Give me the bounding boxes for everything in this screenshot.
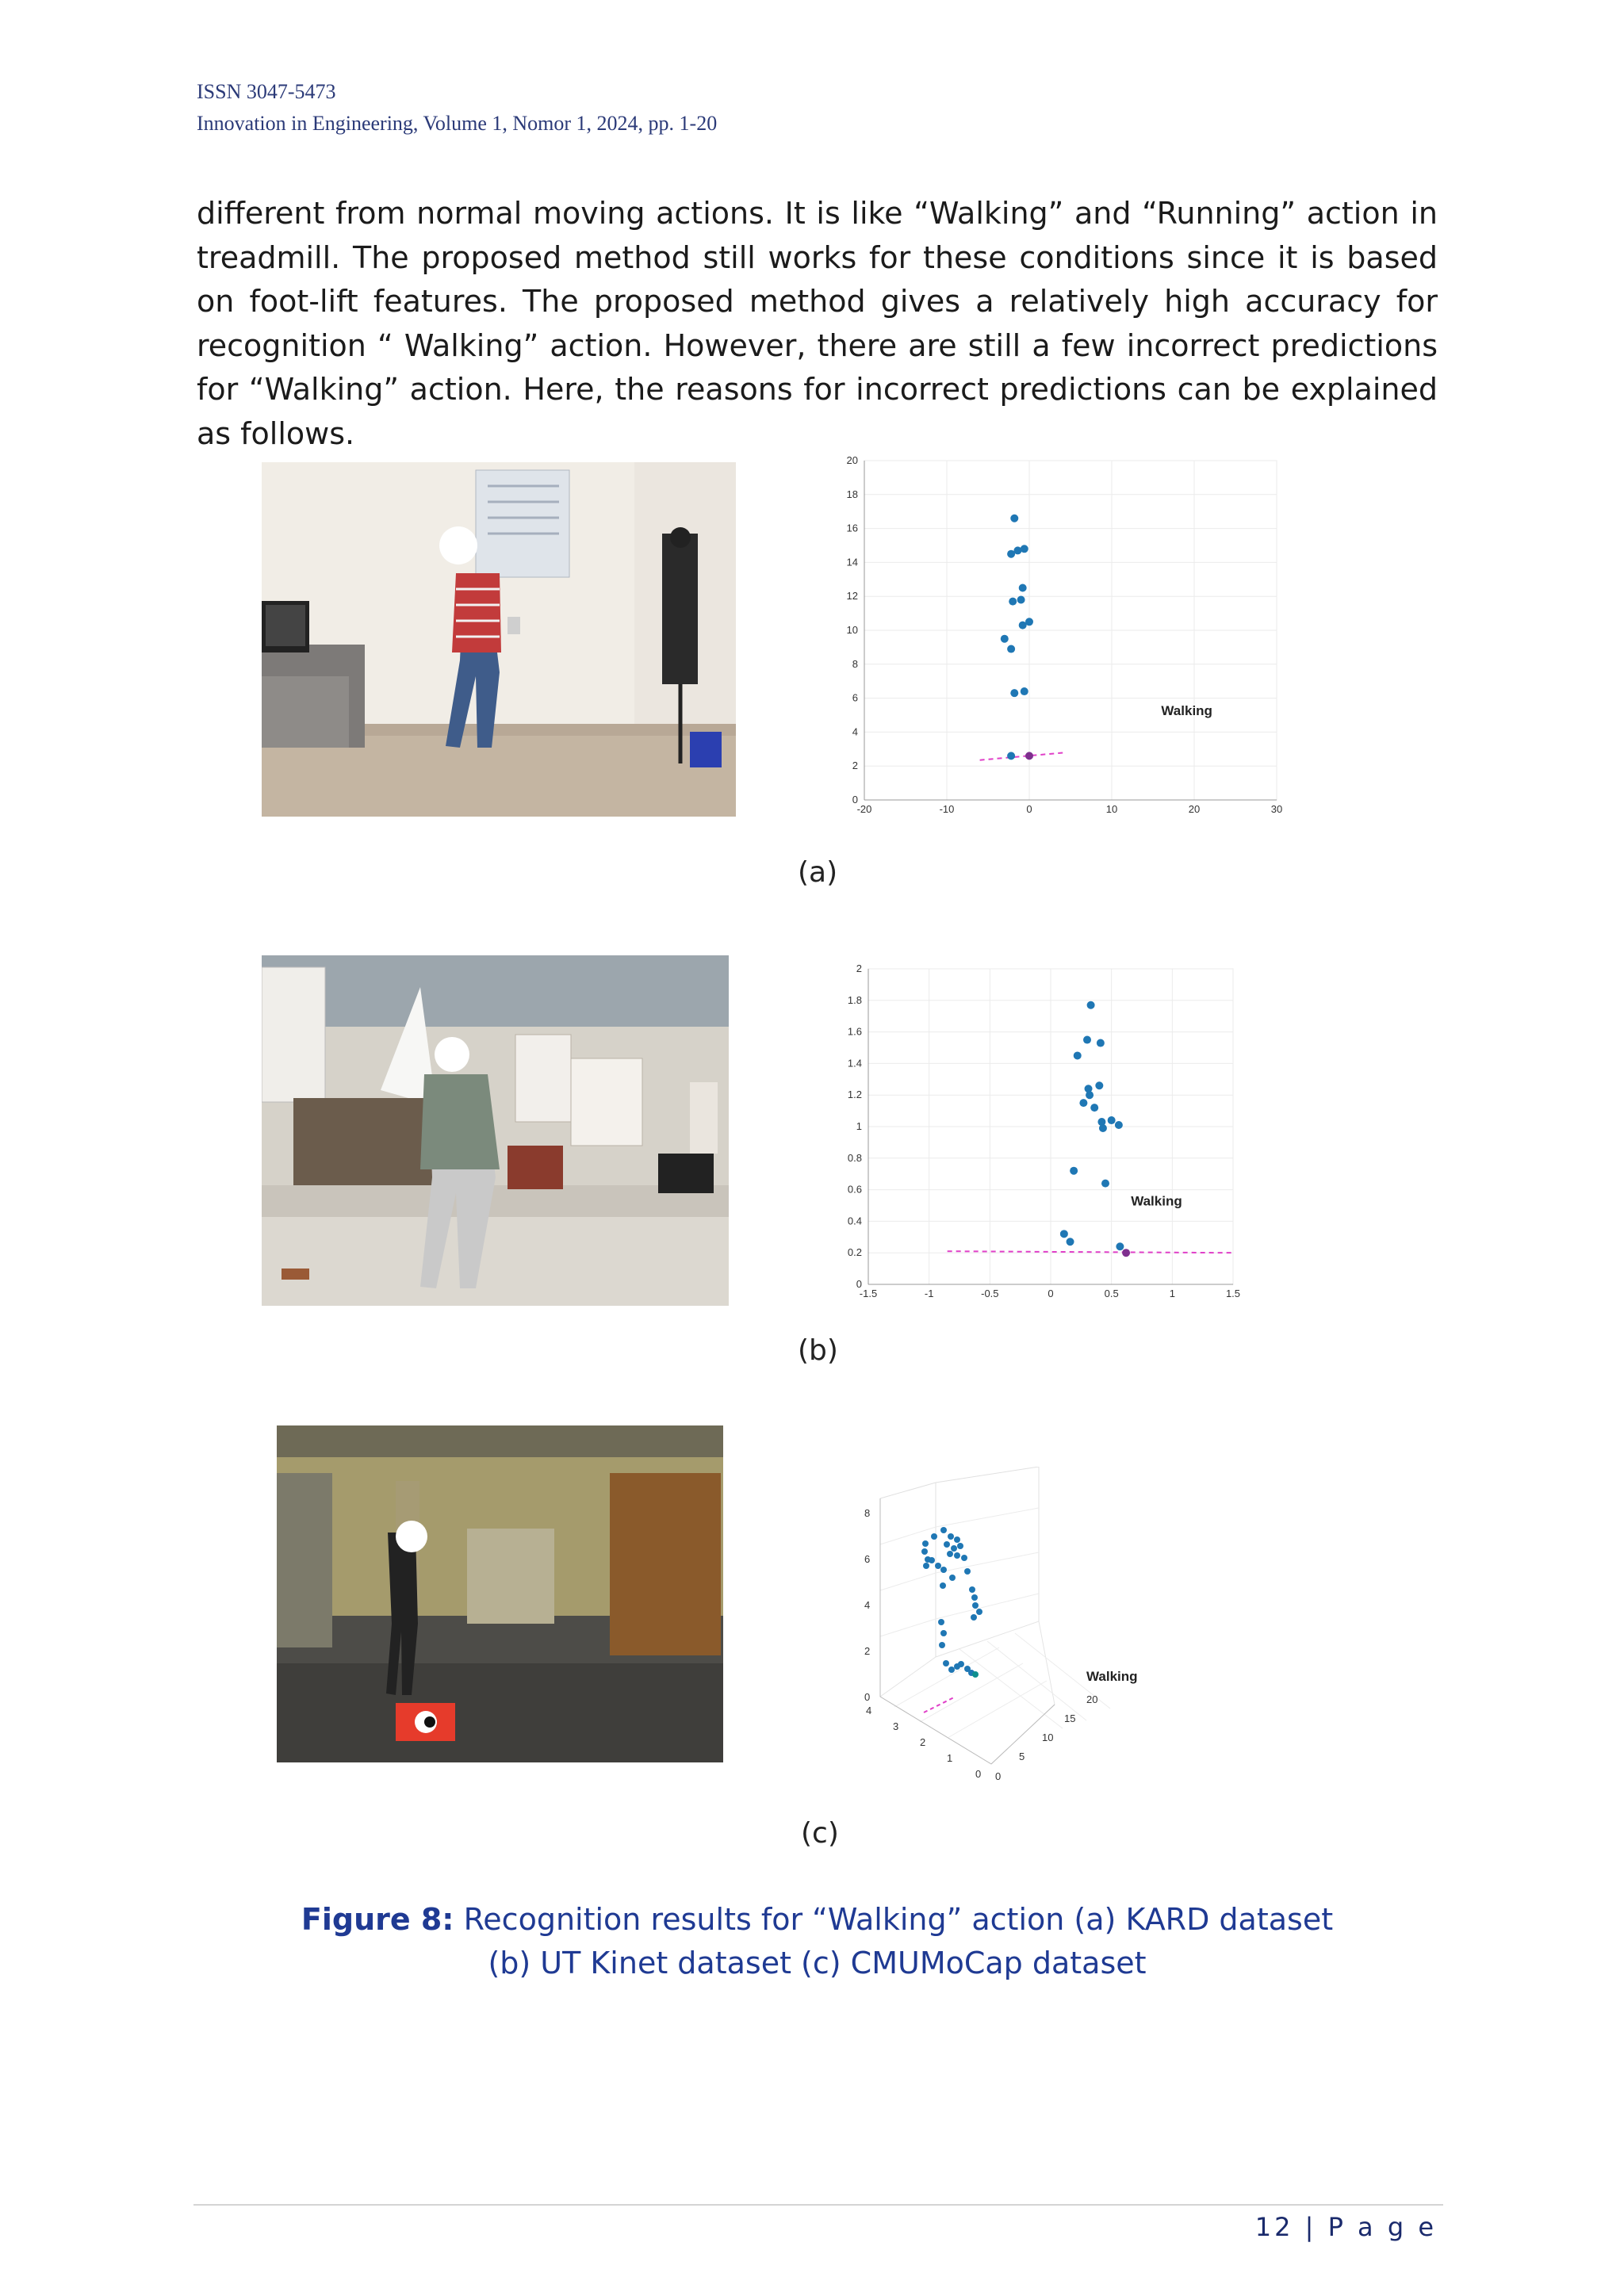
x-tick-label: -10 <box>939 803 955 815</box>
data-point <box>957 1543 963 1549</box>
y-tick-label: 1 <box>947 1752 953 1764</box>
y-tick-label: 1.8 <box>847 993 862 1006</box>
data-point <box>940 1582 946 1589</box>
data-point <box>1115 1121 1123 1129</box>
z-tick-label: 6 <box>864 1553 871 1565</box>
x-tick-label: 30 <box>1270 803 1283 815</box>
subfigure-label-c: (c) <box>801 1817 839 1850</box>
x-tick-label: 1 <box>1169 1288 1175 1299</box>
data-point <box>951 1545 957 1552</box>
y-tick-label: 20 <box>846 456 858 466</box>
data-point <box>1025 618 1033 626</box>
data-point <box>1021 687 1028 695</box>
data-point <box>1101 1180 1109 1188</box>
x-tick-label: 10 <box>1105 803 1118 815</box>
y-axis-ticks <box>866 1705 981 1780</box>
scatter3d-chart-c <box>856 1467 1197 1800</box>
data-point <box>1001 635 1009 643</box>
y-tick-label: 0.6 <box>847 1183 862 1196</box>
y-tick-label: 0.4 <box>847 1215 862 1227</box>
body-paragraph: different from normal moving actions. It is like “Walking” and “Running” action in treadmill. The proposed method still works for these conditions since it is based on foot-lift features. The proposed method gives a relatively high accuracy for recognition “ Walking” action. However, there are still a few incorrect predictions for “Walking” action. Here, the reasons for incorrect predictions can be explained as follows. <box>197 196 1438 451</box>
y-tick-label: 0 <box>852 794 858 806</box>
z-tick-label: 4 <box>864 1599 871 1611</box>
y-tick-label: 6 <box>852 691 858 704</box>
y-tick-label: 10 <box>846 624 858 636</box>
chart-b-svg <box>833 951 1261 1316</box>
y-tick-label: 0 <box>856 1278 862 1290</box>
data-point <box>971 1594 978 1601</box>
data-point <box>939 1642 945 1648</box>
caption-prefix: Figure 8: <box>301 1902 454 1937</box>
data-point <box>1019 584 1027 592</box>
chart-annotation-label: Walking <box>1086 1669 1138 1684</box>
data-point <box>958 1661 964 1667</box>
data-point <box>1017 595 1025 603</box>
data-point <box>935 1563 941 1569</box>
data-point <box>1108 1116 1116 1124</box>
page-number: 12 | P a g e <box>1254 2212 1437 2242</box>
y-tick-label: 3 <box>893 1720 899 1732</box>
x-tick-label: 0.5 <box>1104 1288 1119 1299</box>
data-point <box>1083 1036 1091 1044</box>
data-point <box>940 1527 947 1533</box>
x-tick-label: -0.5 <box>981 1288 999 1299</box>
chart-a-svg <box>833 456 1300 844</box>
data-point <box>1021 545 1028 553</box>
y-tick-label: 2 <box>852 760 858 772</box>
scatter-chart-b <box>833 951 1261 1316</box>
data-point <box>929 1557 935 1563</box>
data-point <box>922 1540 929 1547</box>
y-tick-label: 4 <box>852 725 858 738</box>
x-tick-label: 20 <box>1086 1693 1098 1705</box>
chart-annotation-label: Walking <box>1161 703 1212 718</box>
footer-divider <box>193 2204 1443 2206</box>
data-point <box>1097 1039 1105 1047</box>
figure-caption <box>197 1898 1438 1985</box>
subfigure-label-b: (b) <box>798 1334 838 1367</box>
x-tick-label: 0 <box>1048 1288 1054 1299</box>
journal-info: Innovation in Engineering, Volume 1, Nomor 1, 2024, pp. 1-20 <box>197 112 718 135</box>
x-tick-label: 15 <box>1064 1712 1076 1724</box>
x-tick-label: 0 <box>995 1770 1002 1782</box>
y-tick-label: 1.2 <box>847 1089 862 1101</box>
data-point <box>1013 546 1021 554</box>
y-tick-label: 0.8 <box>847 1151 862 1164</box>
data-point <box>961 1555 967 1561</box>
x-tick-label: 20 <box>1188 803 1201 815</box>
data-point <box>940 1567 947 1573</box>
data-point <box>1067 1238 1074 1246</box>
data-point <box>976 1609 982 1615</box>
y-tick-label: 2 <box>856 962 862 974</box>
data-point <box>1070 1167 1078 1175</box>
person-walking-mocap-studio-photo <box>277 1425 723 1762</box>
x-tick-label: 1.5 <box>1225 1288 1241 1299</box>
z-tick-label: 0 <box>864 1691 871 1703</box>
scatter-chart-a <box>833 456 1300 844</box>
x-tick-label: 0 <box>1026 803 1032 815</box>
data-point <box>921 1548 928 1555</box>
x-axis-ticks <box>995 1693 1097 1782</box>
data-point <box>949 1575 956 1581</box>
chart-annotation-label: Walking <box>1131 1193 1182 1209</box>
z-tick-label: 8 <box>864 1507 871 1519</box>
data-point <box>1079 1099 1087 1107</box>
data-point <box>1007 752 1015 760</box>
data-point <box>1010 515 1018 522</box>
caption-line-1 <box>197 1898 1438 1942</box>
data-point <box>940 1630 947 1636</box>
data-point <box>1010 689 1018 697</box>
subfigure-label-a: (a) <box>798 856 838 889</box>
y-tick-label: 18 <box>846 488 858 500</box>
x-tick-label: 5 <box>1019 1751 1025 1762</box>
y-tick-label: 1.6 <box>847 1025 862 1038</box>
data-point <box>1095 1081 1103 1089</box>
journal-issn: ISSN 3047-5473 <box>197 80 336 103</box>
data-point <box>1086 1091 1094 1099</box>
y-tick-label: 14 <box>846 556 858 568</box>
data-point <box>1074 1051 1082 1059</box>
y-tick-label: 12 <box>846 590 858 603</box>
x-tick-label: -20 <box>856 803 872 815</box>
y-tick-label: 2 <box>920 1736 926 1748</box>
z-tick-label: 2 <box>864 1645 871 1657</box>
data-point <box>1099 1124 1107 1132</box>
y-tick-label: 8 <box>852 657 858 670</box>
data-point <box>948 1533 954 1540</box>
data-point <box>944 1541 950 1548</box>
data-point <box>972 1602 979 1609</box>
data-point <box>1007 645 1015 653</box>
y-tick-label: 16 <box>846 522 858 534</box>
scatter-points <box>921 1527 982 1676</box>
y-tick-label: 1.4 <box>847 1057 862 1070</box>
z-axis-ticks <box>864 1507 870 1703</box>
y-tick-label: 4 <box>866 1705 872 1716</box>
data-point <box>938 1619 944 1625</box>
data-point <box>947 1551 953 1557</box>
data-point <box>923 1563 929 1569</box>
data-point <box>1116 1242 1124 1250</box>
person-walking-lab-photo <box>262 955 729 1306</box>
caption-line-2: (b) UT Kinet dataset (c) CMUMoCap dataset <box>488 1946 1147 1980</box>
final-data-point <box>1122 1249 1130 1257</box>
data-point <box>948 1667 955 1673</box>
data-point <box>971 1614 977 1621</box>
data-point <box>1087 1001 1095 1009</box>
data-point <box>969 1586 975 1593</box>
chart-c-svg <box>856 1467 1197 1800</box>
caption-text-1: Recognition results for “Walking” action (a) KARD dataset <box>463 1902 1334 1937</box>
data-point <box>943 1660 949 1667</box>
y-tick-label: 1 <box>856 1120 862 1132</box>
final-data-point <box>1025 752 1033 760</box>
data-point <box>931 1533 937 1540</box>
data-point <box>1060 1230 1068 1238</box>
data-point <box>954 1536 960 1543</box>
y-tick-label: 0 <box>975 1768 982 1780</box>
x-tick-label: -1 <box>924 1288 934 1299</box>
x-tick-label: -1.5 <box>859 1288 878 1299</box>
x-tick-label: 10 <box>1042 1732 1054 1743</box>
data-point <box>1009 598 1017 606</box>
final-data-point <box>972 1671 979 1678</box>
data-point <box>954 1552 960 1559</box>
data-point <box>1090 1104 1098 1112</box>
data-point <box>964 1568 971 1575</box>
y-tick-label: 0.2 <box>847 1246 862 1259</box>
person-walking-office-photo <box>262 462 736 817</box>
